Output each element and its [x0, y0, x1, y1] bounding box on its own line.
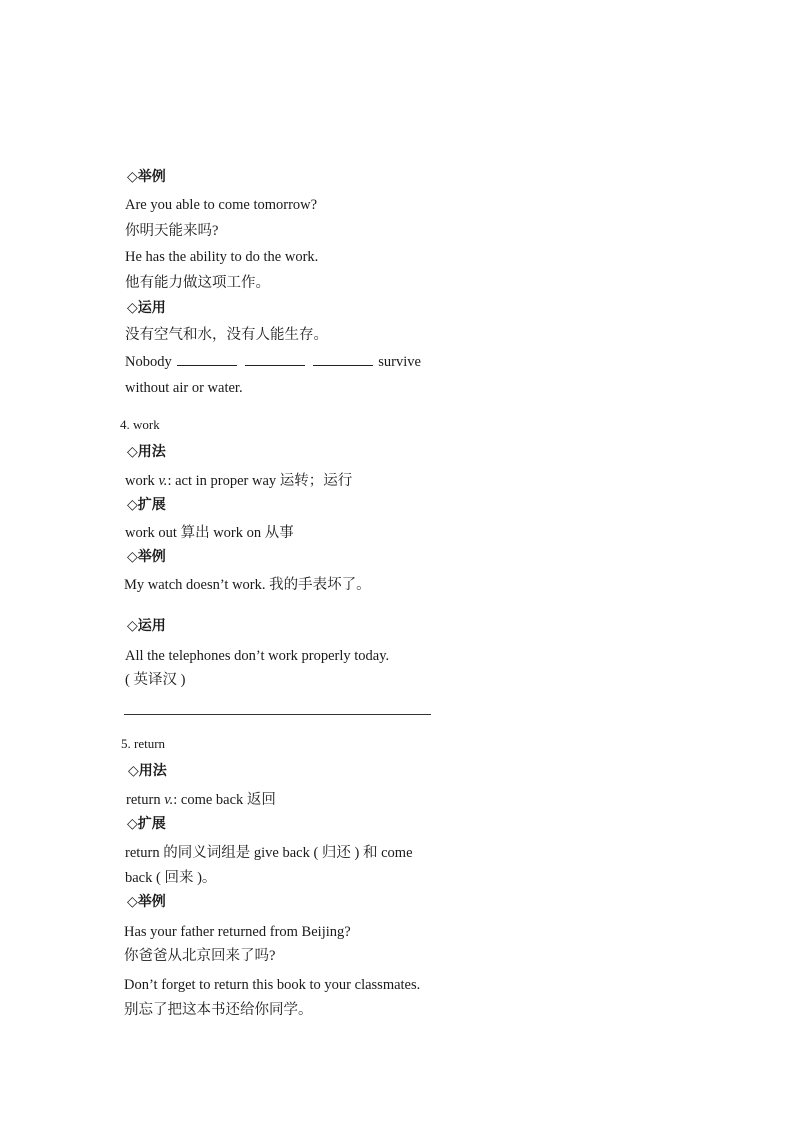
definition-return: return v.: come back 返回: [126, 792, 276, 808]
exercise-sentence: All the telephones don’t work properly today.: [125, 648, 390, 664]
answer-line[interactable]: [124, 714, 431, 715]
exercise-instruction: ( 英译汉 ): [125, 672, 186, 688]
example-sentence-en: Has your father returned from Beijing?: [124, 924, 351, 940]
definition-work: work v.: act in proper way 运转；运行: [125, 473, 353, 489]
exercise-end-word: survive: [378, 354, 421, 370]
blank-2[interactable]: [245, 353, 305, 366]
example-sentence-zh: 别忘了把这本书还给你同学。: [124, 1002, 313, 1018]
example-sentence-zh: 你爸爸从北京回来了吗?: [124, 948, 276, 964]
example-heading: ◇举例: [127, 895, 166, 910]
example-sentence: My watch doesn’t work. 我的手表坏了。: [124, 577, 371, 593]
extension-phrases: work out 算出 work on 从事: [125, 525, 294, 541]
section-title-return: 5. return: [121, 736, 166, 751]
usage-heading: ◇用法: [128, 764, 167, 779]
exercise-start-word: Nobody: [125, 354, 172, 370]
extension-heading: ◇扩展: [127, 817, 166, 832]
extension-line-2: back ( 回来 )。: [125, 870, 217, 886]
exercise-prompt-zh: 没有空气和水，没有人能生存。: [125, 327, 328, 343]
part-of-speech: v.: [164, 792, 174, 808]
extension-heading: ◇扩展: [127, 498, 166, 513]
apply-heading: ◇运用: [127, 619, 166, 634]
blank-3[interactable]: [313, 353, 373, 366]
part-of-speech: v.: [158, 473, 168, 489]
extension-line-1: return 的同义词组是 give back ( 归还 ) 和 come: [125, 845, 413, 861]
usage-heading: ◇运用: [127, 301, 166, 316]
blank-1[interactable]: [177, 353, 237, 366]
example-sentence-en: He has the ability to do the work.: [125, 249, 319, 265]
usage-heading: ◇用法: [127, 445, 166, 460]
example-sentence-zh: 他有能力做这项工作。: [125, 275, 270, 291]
example-heading: ◇举例: [127, 550, 166, 565]
section-title-work: 4. work: [120, 417, 160, 432]
example-sentence-en: Are you able to come tomorrow?: [125, 197, 318, 213]
example-heading: ◇举例: [127, 170, 166, 185]
example-sentence-en: Don’t forget to return this book to your classmates.: [124, 977, 421, 993]
exercise-line-2: without air or water.: [125, 380, 243, 396]
fill-in-exercise: [125, 352, 421, 372]
example-sentence-zh: 你明天能来吗?: [125, 223, 219, 239]
